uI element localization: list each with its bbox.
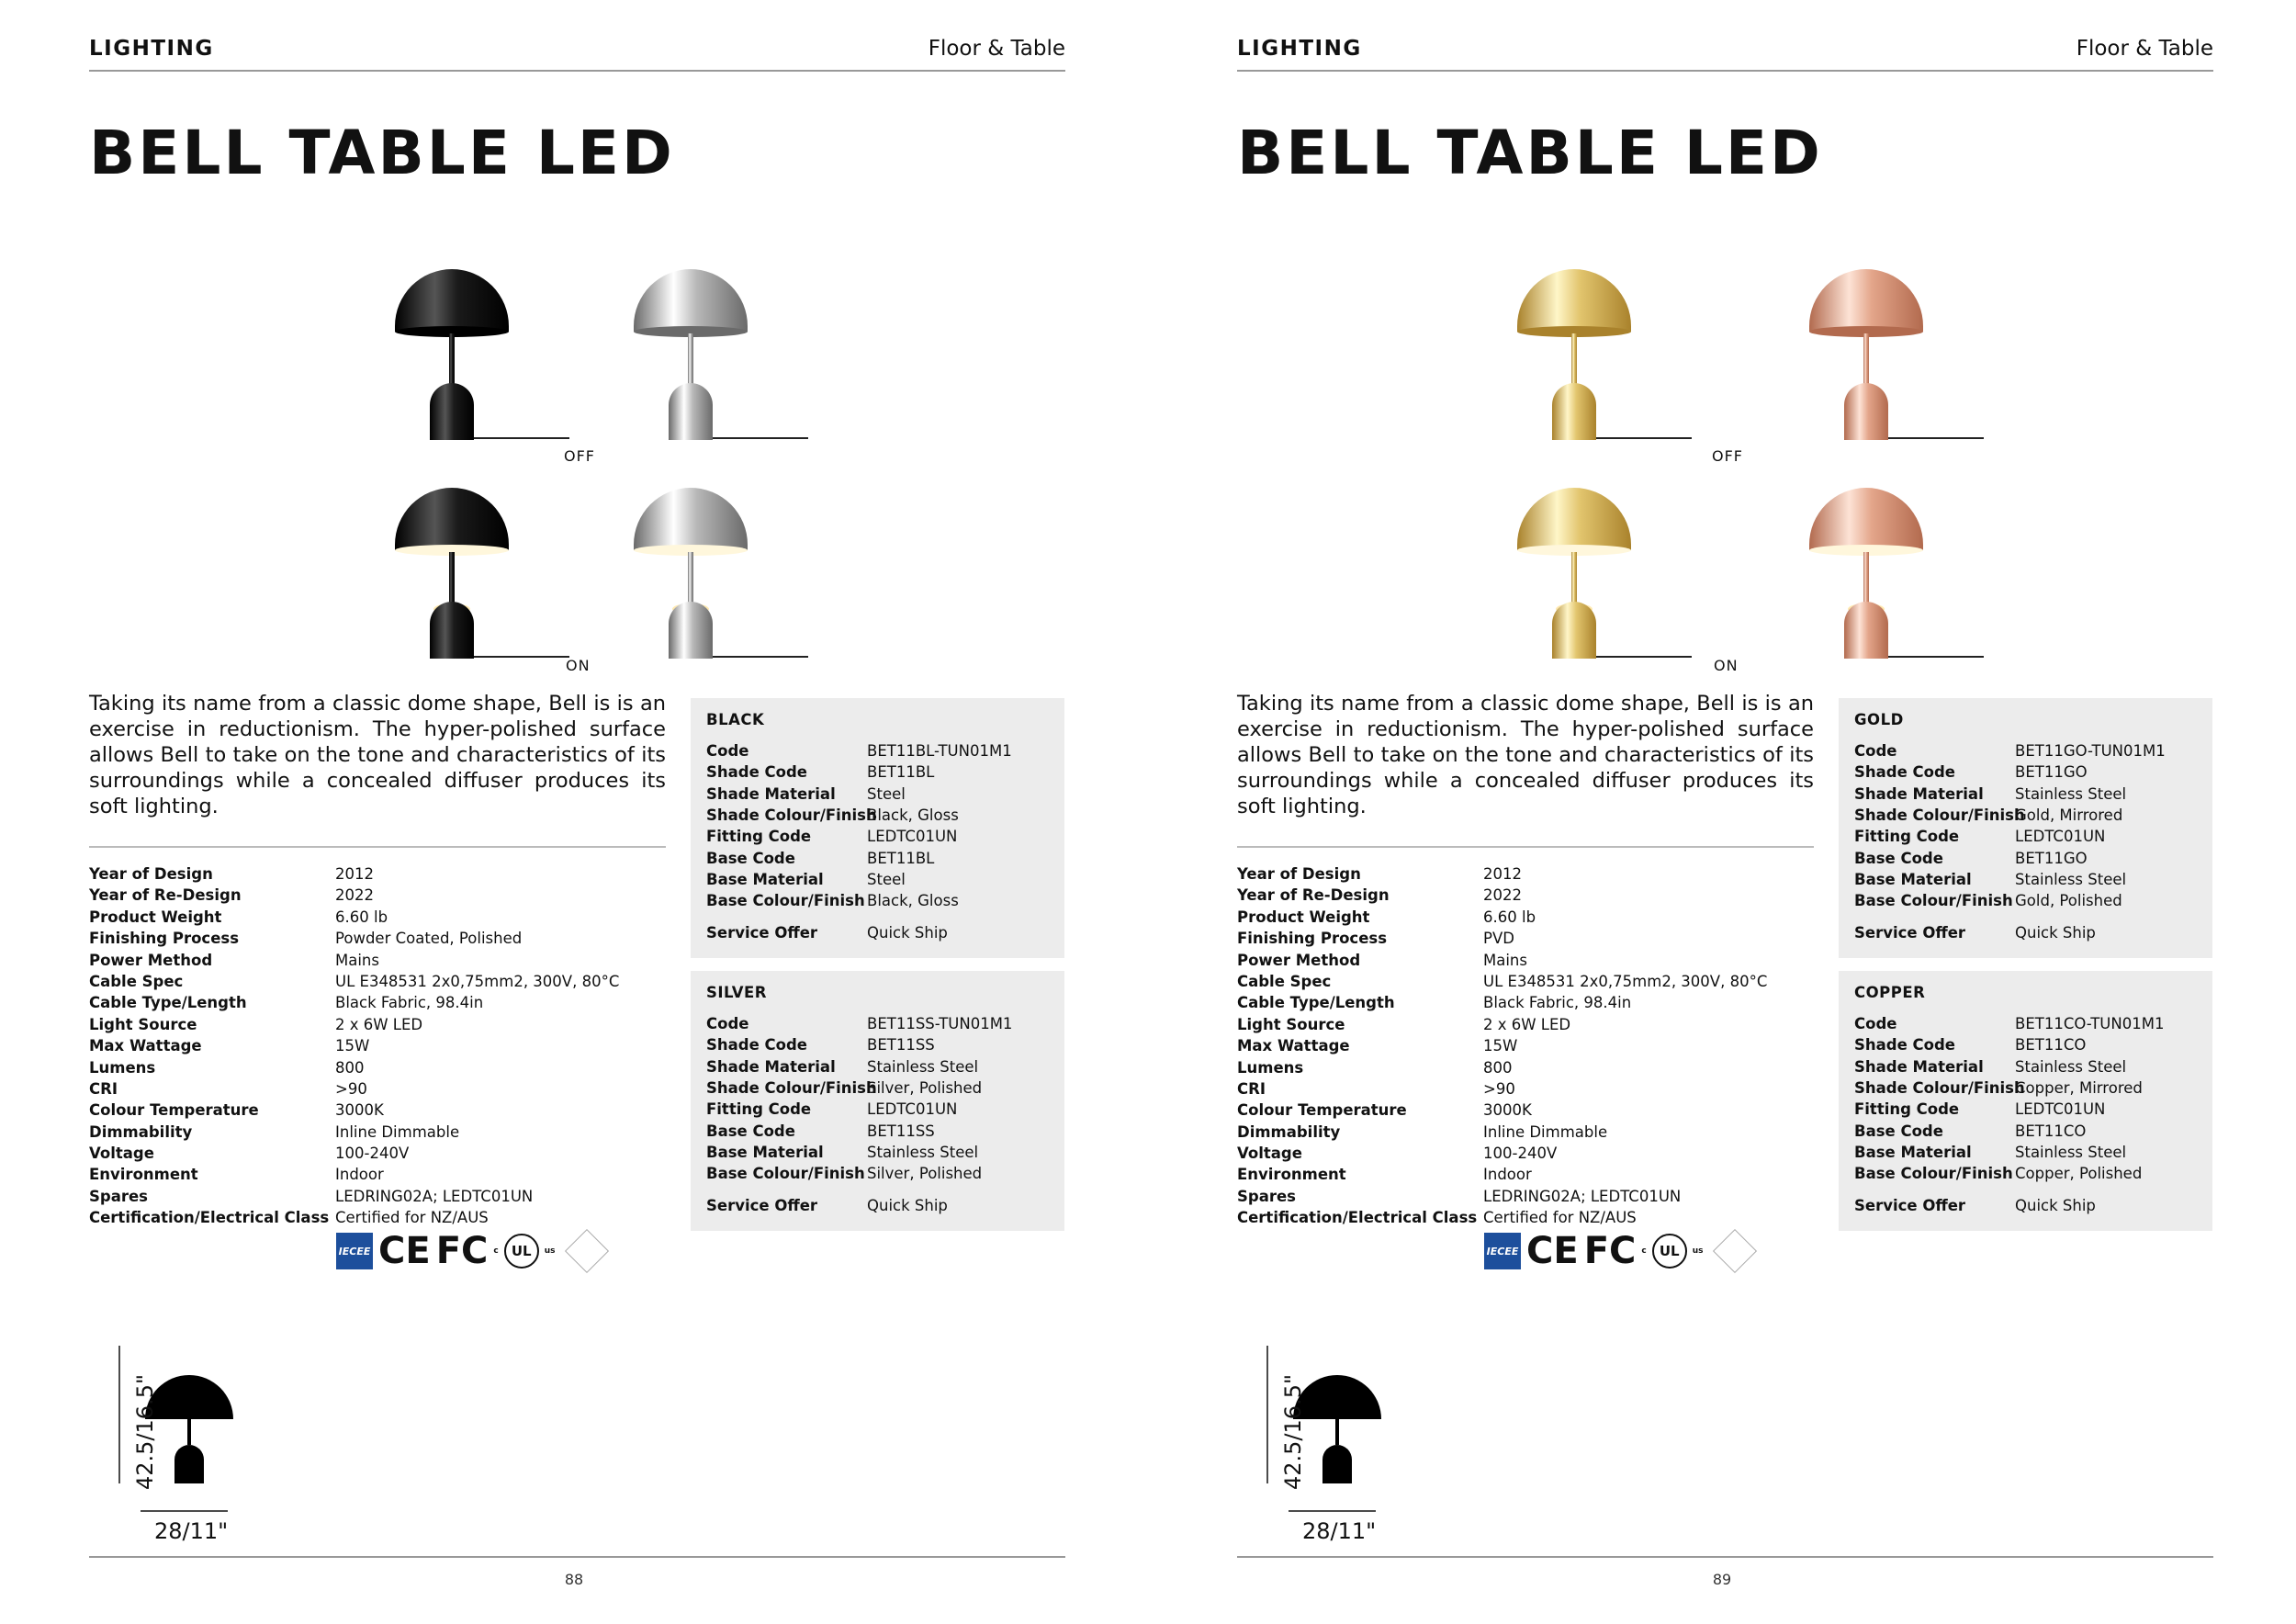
class-ii-diamond-icon bbox=[565, 1229, 609, 1273]
spec-label: CRI bbox=[1237, 1079, 1266, 1098]
variant-name: COPPER bbox=[1854, 984, 1926, 1001]
spec-value: 2012 bbox=[1483, 865, 1522, 883]
variant-value: Copper, Mirrored bbox=[2015, 1078, 2143, 1097]
variant-value: Stainless Steel bbox=[867, 1057, 979, 1076]
variant-panel-gold bbox=[1839, 698, 2212, 958]
off-label: OFF bbox=[1712, 447, 1743, 465]
on-label: ON bbox=[1714, 657, 1739, 674]
variant-value: BET11CO-TUN01M1 bbox=[2015, 1015, 2165, 1032]
variant-value: BET11SS bbox=[867, 1036, 935, 1054]
spec-row bbox=[1237, 930, 1825, 951]
spec-row bbox=[89, 1016, 677, 1037]
spec-value: UL E348531 2x0,75mm2, 300V, 80°C bbox=[1483, 972, 1768, 990]
ul-logo: UL bbox=[1652, 1234, 1687, 1269]
spec-label: Power Method bbox=[89, 951, 213, 969]
variant-label: Base Colour/Finish bbox=[706, 892, 865, 910]
lamp-black-on bbox=[386, 462, 597, 664]
spec-label: Max Wattage bbox=[89, 1037, 202, 1055]
category-header: Floor & Table bbox=[928, 37, 1065, 61]
spec-row bbox=[89, 1080, 677, 1101]
variant-value: BET11GO bbox=[2015, 849, 2088, 867]
lamp-silver-off bbox=[625, 243, 836, 445]
spec-row bbox=[89, 1209, 677, 1230]
variant-label: Shade Colour/Finish bbox=[706, 1078, 877, 1097]
iecee-logo: IECEE bbox=[336, 1233, 373, 1269]
variant-name: SILVER bbox=[706, 984, 768, 1001]
variant-label: Base Material bbox=[706, 1143, 824, 1161]
variant-value: Silver, Polished bbox=[867, 1078, 983, 1097]
spec-label: Year of Re-Design bbox=[89, 886, 242, 905]
spec-row bbox=[1237, 1166, 1825, 1187]
on-label: ON bbox=[566, 657, 591, 674]
spec-value: Black Fabric, 98.4in bbox=[335, 994, 484, 1012]
spec-row bbox=[1237, 952, 1825, 973]
variant-label: Base Colour/Finish bbox=[1854, 1165, 2013, 1183]
variant-label: Shade Material bbox=[1854, 1057, 1984, 1076]
spec-value: 6.60 lb bbox=[1483, 908, 1536, 926]
variant-value: Stainless Steel bbox=[2015, 1057, 2127, 1076]
dimension-width: 28/11" bbox=[154, 1518, 229, 1544]
variant-label: Shade Code bbox=[1854, 1036, 1955, 1054]
spec-value: Mains bbox=[1483, 951, 1527, 969]
spec-value: Inline Dimmable bbox=[335, 1122, 460, 1141]
spec-label: Voltage bbox=[1237, 1145, 1302, 1163]
variant-value: BET11BL-TUN01M1 bbox=[867, 742, 1012, 760]
variant-value: Stainless Steel bbox=[2015, 870, 2127, 888]
ul-prefix: c bbox=[1641, 1246, 1647, 1256]
variant-value: BET11GO-TUN01M1 bbox=[2015, 742, 2166, 760]
spec-row bbox=[89, 994, 677, 1015]
ul-suffix: us bbox=[1692, 1246, 1704, 1256]
variant-value: Stainless Steel bbox=[2015, 1143, 2127, 1161]
ce-mark: CE bbox=[1526, 1230, 1579, 1272]
lamp-silhouette-icon bbox=[1231, 1336, 1396, 1520]
product-title: BELL TABLE LED bbox=[1237, 118, 1823, 188]
ce-mark: CE bbox=[378, 1230, 431, 1272]
spec-label: Max Wattage bbox=[1237, 1037, 1350, 1055]
variant-value: Black, Gloss bbox=[867, 806, 959, 824]
variant-label: Shade Code bbox=[706, 1036, 807, 1054]
spec-row bbox=[89, 1059, 677, 1080]
spec-row bbox=[89, 973, 677, 994]
variant-value: Quick Ship bbox=[867, 924, 948, 942]
variant-label: Service Offer bbox=[706, 924, 818, 942]
spec-label: Lumens bbox=[89, 1058, 156, 1077]
spec-label: Colour Temperature bbox=[1237, 1101, 1407, 1120]
variant-panel-silver bbox=[691, 971, 1064, 1231]
variant-value: Quick Ship bbox=[2015, 924, 2096, 942]
spec-label: Spares bbox=[89, 1187, 148, 1205]
iecee-logo: IECEE bbox=[1484, 1233, 1521, 1269]
variant-label: Shade Material bbox=[706, 1057, 836, 1076]
ul-suffix: us bbox=[544, 1246, 556, 1256]
lamp-silhouette-icon bbox=[83, 1336, 248, 1520]
variant-value: Gold, Polished bbox=[2015, 892, 2122, 910]
spec-label: Dimmability bbox=[1237, 1122, 1341, 1141]
variant-name: GOLD bbox=[1854, 711, 1904, 728]
variant-label: Fitting Code bbox=[706, 828, 812, 846]
spec-value: 15W bbox=[1483, 1037, 1518, 1055]
spec-label: Power Method bbox=[1237, 951, 1361, 969]
spec-row bbox=[1237, 1037, 1825, 1058]
variant-label: Fitting Code bbox=[1854, 1100, 1960, 1119]
header-divider bbox=[89, 70, 1065, 72]
variant-value: Black, Gloss bbox=[867, 892, 959, 910]
variant-value: LEDTC01UN bbox=[867, 1100, 958, 1119]
variant-label: Code bbox=[1854, 1015, 1897, 1032]
spec-row bbox=[89, 886, 677, 908]
variant-value: LEDTC01UN bbox=[2015, 828, 2106, 846]
spec-value: UL E348531 2x0,75mm2, 300V, 80°C bbox=[335, 972, 620, 990]
spec-label: Year of Re-Design bbox=[1237, 886, 1390, 905]
product-title: BELL TABLE LED bbox=[89, 118, 675, 188]
spec-label: Cable Spec bbox=[1237, 972, 1332, 990]
spec-row bbox=[89, 1101, 677, 1122]
fc-mark: FC bbox=[1583, 1230, 1637, 1272]
spec-label: Light Source bbox=[1237, 1015, 1345, 1033]
description-divider bbox=[1237, 846, 1814, 848]
spec-row bbox=[1237, 1123, 1825, 1145]
spec-row bbox=[1237, 1101, 1825, 1122]
spec-value: 15W bbox=[335, 1037, 370, 1055]
variant-value: Stainless Steel bbox=[867, 1143, 979, 1161]
certification-logos bbox=[336, 1229, 602, 1273]
section-header: LIGHTING bbox=[89, 37, 214, 61]
page-number: 88 bbox=[564, 1571, 584, 1588]
lamp-black-off bbox=[386, 243, 597, 445]
spec-row bbox=[89, 908, 677, 930]
catalog-page-89 bbox=[1148, 0, 2296, 1624]
lamp-gold-on bbox=[1508, 462, 1719, 664]
variant-label: Base Code bbox=[1854, 849, 1943, 867]
spec-row bbox=[1237, 1080, 1825, 1101]
dimension-height: 42.5/16.5" bbox=[132, 1374, 158, 1490]
description-divider bbox=[89, 846, 666, 848]
spec-value: 2022 bbox=[335, 886, 374, 905]
variant-label: Shade Code bbox=[706, 763, 807, 782]
variant-label: Base Material bbox=[1854, 870, 1972, 888]
spec-row bbox=[89, 952, 677, 973]
spec-label: Product Weight bbox=[89, 908, 222, 926]
variant-panel-copper bbox=[1839, 971, 2212, 1231]
variant-label: Shade Colour/Finish bbox=[1854, 1078, 2025, 1097]
variant-value: Gold, Mirrored bbox=[2015, 806, 2123, 824]
lamp-copper-off bbox=[1800, 243, 2011, 445]
spec-label: Certification/Electrical Class bbox=[89, 1209, 330, 1227]
spec-value: 2 x 6W LED bbox=[335, 1015, 423, 1033]
lamp-photo-grid bbox=[1148, 234, 2296, 675]
variant-value: LEDTC01UN bbox=[2015, 1100, 2106, 1119]
spec-label: Colour Temperature bbox=[89, 1101, 259, 1120]
spec-value: 3000K bbox=[335, 1101, 384, 1120]
spec-label: Voltage bbox=[89, 1145, 154, 1163]
spec-value: 2012 bbox=[335, 865, 374, 883]
spec-value: Indoor bbox=[335, 1166, 384, 1184]
spec-value: >90 bbox=[1483, 1079, 1515, 1098]
spec-row bbox=[1237, 1059, 1825, 1080]
spec-label: Environment bbox=[89, 1166, 198, 1184]
variant-label: Base Material bbox=[706, 870, 824, 888]
variant-value: Quick Ship bbox=[867, 1197, 948, 1215]
variant-value: BET11CO bbox=[2015, 1122, 2087, 1140]
spec-value: 6.60 lb bbox=[335, 908, 388, 926]
spec-value: LEDRING02A; LEDTC01UN bbox=[1483, 1187, 1682, 1205]
spec-value: Indoor bbox=[1483, 1166, 1532, 1184]
certification-logos bbox=[1484, 1229, 1750, 1273]
spec-row bbox=[1237, 994, 1825, 1015]
spec-row bbox=[89, 1037, 677, 1058]
ul-logo: UL bbox=[504, 1234, 539, 1269]
spec-label: Cable Type/Length bbox=[89, 994, 247, 1012]
spec-value: Inline Dimmable bbox=[1483, 1122, 1608, 1141]
lamp-photo-grid bbox=[0, 234, 1148, 675]
variant-label: Shade Colour/Finish bbox=[706, 806, 877, 824]
variant-label: Fitting Code bbox=[706, 1100, 812, 1119]
spec-label: CRI bbox=[89, 1079, 118, 1098]
category-header: Floor & Table bbox=[2076, 37, 2213, 61]
variant-label: Base Material bbox=[1854, 1143, 1972, 1161]
variant-value: Steel bbox=[867, 784, 906, 803]
footer-divider bbox=[1237, 1556, 2213, 1558]
spec-label: Spares bbox=[1237, 1187, 1296, 1205]
variant-name: BLACK bbox=[706, 711, 765, 728]
spec-row bbox=[1237, 973, 1825, 994]
spec-row bbox=[1237, 1016, 1825, 1037]
variant-value: Quick Ship bbox=[2015, 1197, 2096, 1215]
spec-value: >90 bbox=[335, 1079, 367, 1098]
spec-label: Environment bbox=[1237, 1166, 1346, 1184]
spec-value: 100-240V bbox=[335, 1145, 410, 1163]
variant-label: Service Offer bbox=[1854, 1197, 1966, 1215]
spec-label: Light Source bbox=[89, 1015, 197, 1033]
variant-label: Service Offer bbox=[706, 1197, 818, 1215]
header-divider bbox=[1237, 70, 2213, 72]
lamp-copper-on bbox=[1800, 462, 2011, 664]
spec-value: 2 x 6W LED bbox=[1483, 1015, 1571, 1033]
spec-row bbox=[89, 1123, 677, 1145]
dimension-width: 28/11" bbox=[1302, 1518, 1377, 1544]
off-label: OFF bbox=[564, 447, 595, 465]
variant-label: Code bbox=[706, 1015, 749, 1032]
spec-label: Cable Spec bbox=[89, 972, 184, 990]
spec-row bbox=[1237, 865, 1825, 886]
spec-row bbox=[1237, 1209, 1825, 1230]
spec-label: Certification/Electrical Class bbox=[1237, 1209, 1478, 1227]
spec-row bbox=[89, 1145, 677, 1166]
variant-value: LEDTC01UN bbox=[867, 828, 958, 846]
spec-label: Product Weight bbox=[1237, 908, 1370, 926]
spec-label: Lumens bbox=[1237, 1058, 1304, 1077]
spec-label: Year of Design bbox=[89, 865, 213, 883]
spec-value: LEDRING02A; LEDTC01UN bbox=[335, 1187, 534, 1205]
spec-value: 100-240V bbox=[1483, 1145, 1558, 1163]
variant-value: BET11CO bbox=[2015, 1036, 2087, 1054]
spec-label: Year of Design bbox=[1237, 865, 1361, 883]
spec-value: PVD bbox=[1483, 930, 1514, 948]
variant-value: BET11BL bbox=[867, 763, 935, 782]
spec-value: Powder Coated, Polished bbox=[335, 930, 523, 948]
spec-row bbox=[89, 865, 677, 886]
variant-value: BET11BL bbox=[867, 849, 935, 867]
variant-value: Stainless Steel bbox=[2015, 784, 2127, 803]
spec-value: 800 bbox=[1483, 1058, 1513, 1077]
ul-prefix: c bbox=[493, 1246, 499, 1256]
spec-value: Certified for NZ/AUS bbox=[1483, 1209, 1637, 1227]
spec-row bbox=[1237, 1188, 1825, 1209]
variant-value: Steel bbox=[867, 870, 906, 888]
fc-mark: FC bbox=[435, 1230, 489, 1272]
spec-label: Finishing Process bbox=[89, 930, 240, 948]
spec-value: 3000K bbox=[1483, 1101, 1532, 1120]
spec-label: Cable Type/Length bbox=[1237, 994, 1395, 1012]
footer-divider bbox=[89, 1556, 1065, 1558]
spec-row bbox=[89, 1166, 677, 1187]
spec-value: Certified for NZ/AUS bbox=[335, 1209, 489, 1227]
class-ii-diamond-icon bbox=[1713, 1229, 1757, 1273]
variant-label: Shade Colour/Finish bbox=[1854, 806, 2025, 824]
spec-list bbox=[89, 865, 677, 1231]
variant-label: Fitting Code bbox=[1854, 828, 1960, 846]
spec-value: Black Fabric, 98.4in bbox=[1483, 994, 1632, 1012]
spec-value: Mains bbox=[335, 951, 379, 969]
section-header: LIGHTING bbox=[1237, 37, 1362, 61]
spec-value: 800 bbox=[335, 1058, 365, 1077]
lamp-silver-on bbox=[625, 462, 836, 664]
variant-value: BET11SS-TUN01M1 bbox=[867, 1015, 1013, 1032]
variant-value: Copper, Polished bbox=[2015, 1165, 2143, 1183]
spec-label: Finishing Process bbox=[1237, 930, 1388, 948]
spec-row bbox=[1237, 908, 1825, 930]
variant-value: BET11GO bbox=[2015, 763, 2088, 782]
product-description: Taking its name from a classic dome shape, Bell is is an exercise in reductionism. The hyper-polished surface allows Bell to take on the tone and characteristics of its surroundings while a concealed diffuser produces its soft lighting. bbox=[89, 692, 666, 818]
lamp-gold-off bbox=[1508, 243, 1719, 445]
variant-value: Silver, Polished bbox=[867, 1165, 983, 1183]
spec-value: 2022 bbox=[1483, 886, 1522, 905]
variant-label: Shade Material bbox=[1854, 784, 1984, 803]
variant-label: Base Code bbox=[1854, 1122, 1943, 1140]
product-description: Taking its name from a classic dome shape, Bell is is an exercise in reductionism. The hyper-polished surface allows Bell to take on the tone and characteristics of its surroundings while a concealed diffuser produces its soft lighting. bbox=[1237, 692, 1814, 818]
variant-label: Base Colour/Finish bbox=[706, 1165, 865, 1183]
variant-panel-black bbox=[691, 698, 1064, 958]
variant-label: Code bbox=[706, 742, 749, 760]
spec-row bbox=[89, 1188, 677, 1209]
variant-label: Base Colour/Finish bbox=[1854, 892, 2013, 910]
spec-list bbox=[1237, 865, 1825, 1231]
variant-value: BET11SS bbox=[867, 1122, 935, 1140]
variant-label: Shade Material bbox=[706, 784, 836, 803]
variant-label: Shade Code bbox=[1854, 763, 1955, 782]
variant-label: Code bbox=[1854, 742, 1897, 760]
spec-row bbox=[1237, 886, 1825, 908]
spec-label: Dimmability bbox=[89, 1122, 193, 1141]
dimension-height: 42.5/16.5" bbox=[1280, 1374, 1306, 1490]
variant-label: Base Code bbox=[706, 1122, 795, 1140]
variant-label: Service Offer bbox=[1854, 924, 1966, 942]
spec-row bbox=[1237, 1145, 1825, 1166]
spec-row bbox=[89, 930, 677, 951]
page-number: 89 bbox=[1712, 1571, 1732, 1588]
variant-label: Base Code bbox=[706, 849, 795, 867]
